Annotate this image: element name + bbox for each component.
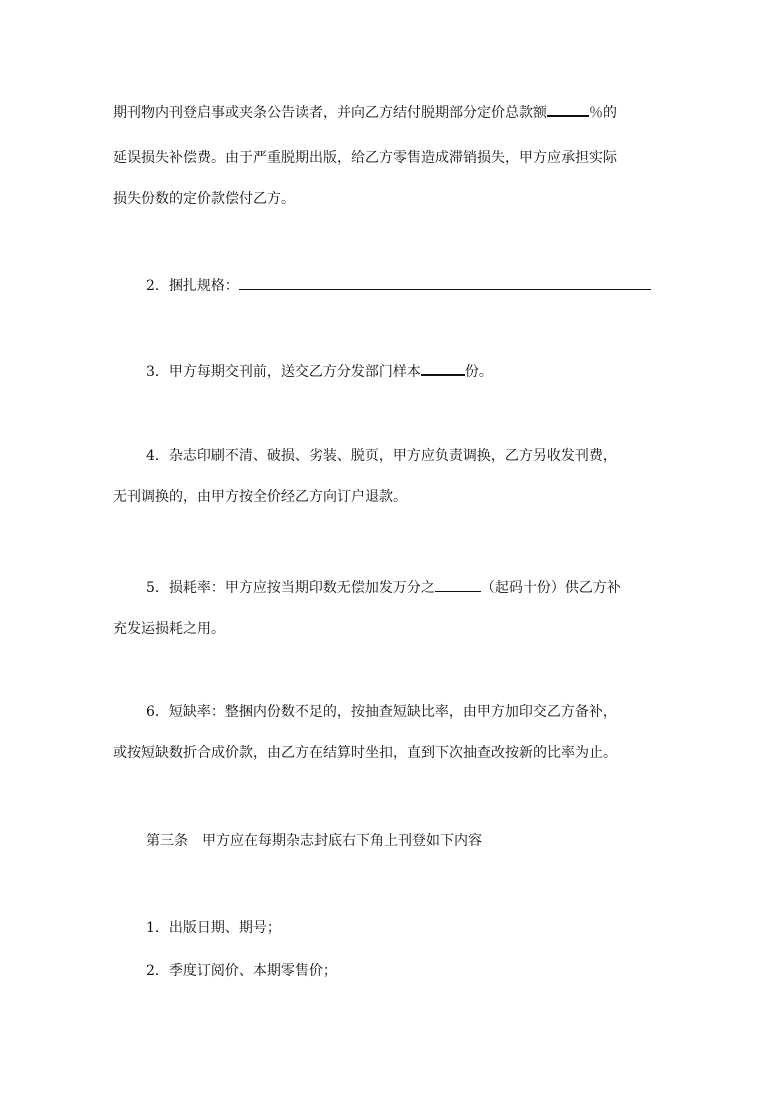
paragraph-line-3 bbox=[113, 189, 295, 209]
item-4-text-2: 无刊调换的，由甲方按全价经乙方向订户退款。 bbox=[113, 489, 407, 505]
item-3-samples bbox=[146, 360, 493, 382]
line-1-suffix: ％的 bbox=[589, 105, 617, 121]
item-3-suffix: 份。 bbox=[464, 364, 493, 380]
article-3-text: 第三条 甲方应在每期杂志封底右下角上刊登如下内容 bbox=[146, 833, 482, 849]
item-2-bundling-spec bbox=[146, 275, 651, 296]
paragraph-line-2 bbox=[113, 148, 617, 168]
sample-count-blank bbox=[421, 360, 465, 376]
line-3-text: 损失份数的定价款偿付乙方。 bbox=[113, 191, 295, 207]
sub-item-1-text: 1．出版日期、期号； bbox=[146, 920, 281, 936]
item-5-text-2: 充发运损耗之用。 bbox=[113, 621, 225, 637]
item-5-text-1b: （起码十份）供乙方补 bbox=[480, 580, 621, 596]
sub-item-2-text: 2．季度订阅价、本期零售价； bbox=[146, 963, 337, 979]
percentage-blank bbox=[547, 101, 589, 117]
item-4-line-2 bbox=[113, 487, 407, 507]
line-2-text: 延误损失补偿费。由于严重脱期出版，给乙方零售造成滞销损失，甲方应承担实际 bbox=[113, 150, 617, 166]
item-5-text-1: 5．损耗率：甲方应按当期印数无偿加发万分之 bbox=[146, 580, 435, 596]
sub-item-2 bbox=[146, 961, 337, 981]
item-5-line-1 bbox=[146, 577, 621, 598]
paragraph-line-1 bbox=[113, 101, 617, 123]
item-6-text-2: 或按短缺数折合成价款，由乙方在结算时坐扣，直到下次抽查改按新的比率为止。 bbox=[113, 745, 617, 761]
item-5-line-2 bbox=[113, 619, 225, 639]
item-3-text: 3．甲方每期交刊前，送交乙方分发部门样本 bbox=[146, 364, 421, 380]
loss-rate-blank bbox=[435, 577, 481, 592]
bundling-spec-blank bbox=[239, 275, 651, 290]
item-4-line-1 bbox=[146, 446, 617, 466]
item-6-line-1 bbox=[146, 702, 617, 722]
item-4-text-1: 4．杂志印刷不清、破损、劣装、脱页，甲方应负责调换，乙方另收发刊费， bbox=[146, 448, 617, 464]
sub-item-1 bbox=[146, 918, 281, 938]
item-6-text-1: 6．短缺率：整捆内份数不足的，按抽查短缺比率，由甲方加印交乙方备补， bbox=[146, 704, 617, 720]
article-3-heading bbox=[146, 831, 482, 851]
item-2-label: 2．捆扎规格： bbox=[146, 278, 239, 294]
item-6-line-2 bbox=[113, 743, 617, 763]
line-1-text: 期刊物内刊登启事或夹条公告读者，并向乙方结付脱期部分定价总款额 bbox=[113, 105, 547, 121]
